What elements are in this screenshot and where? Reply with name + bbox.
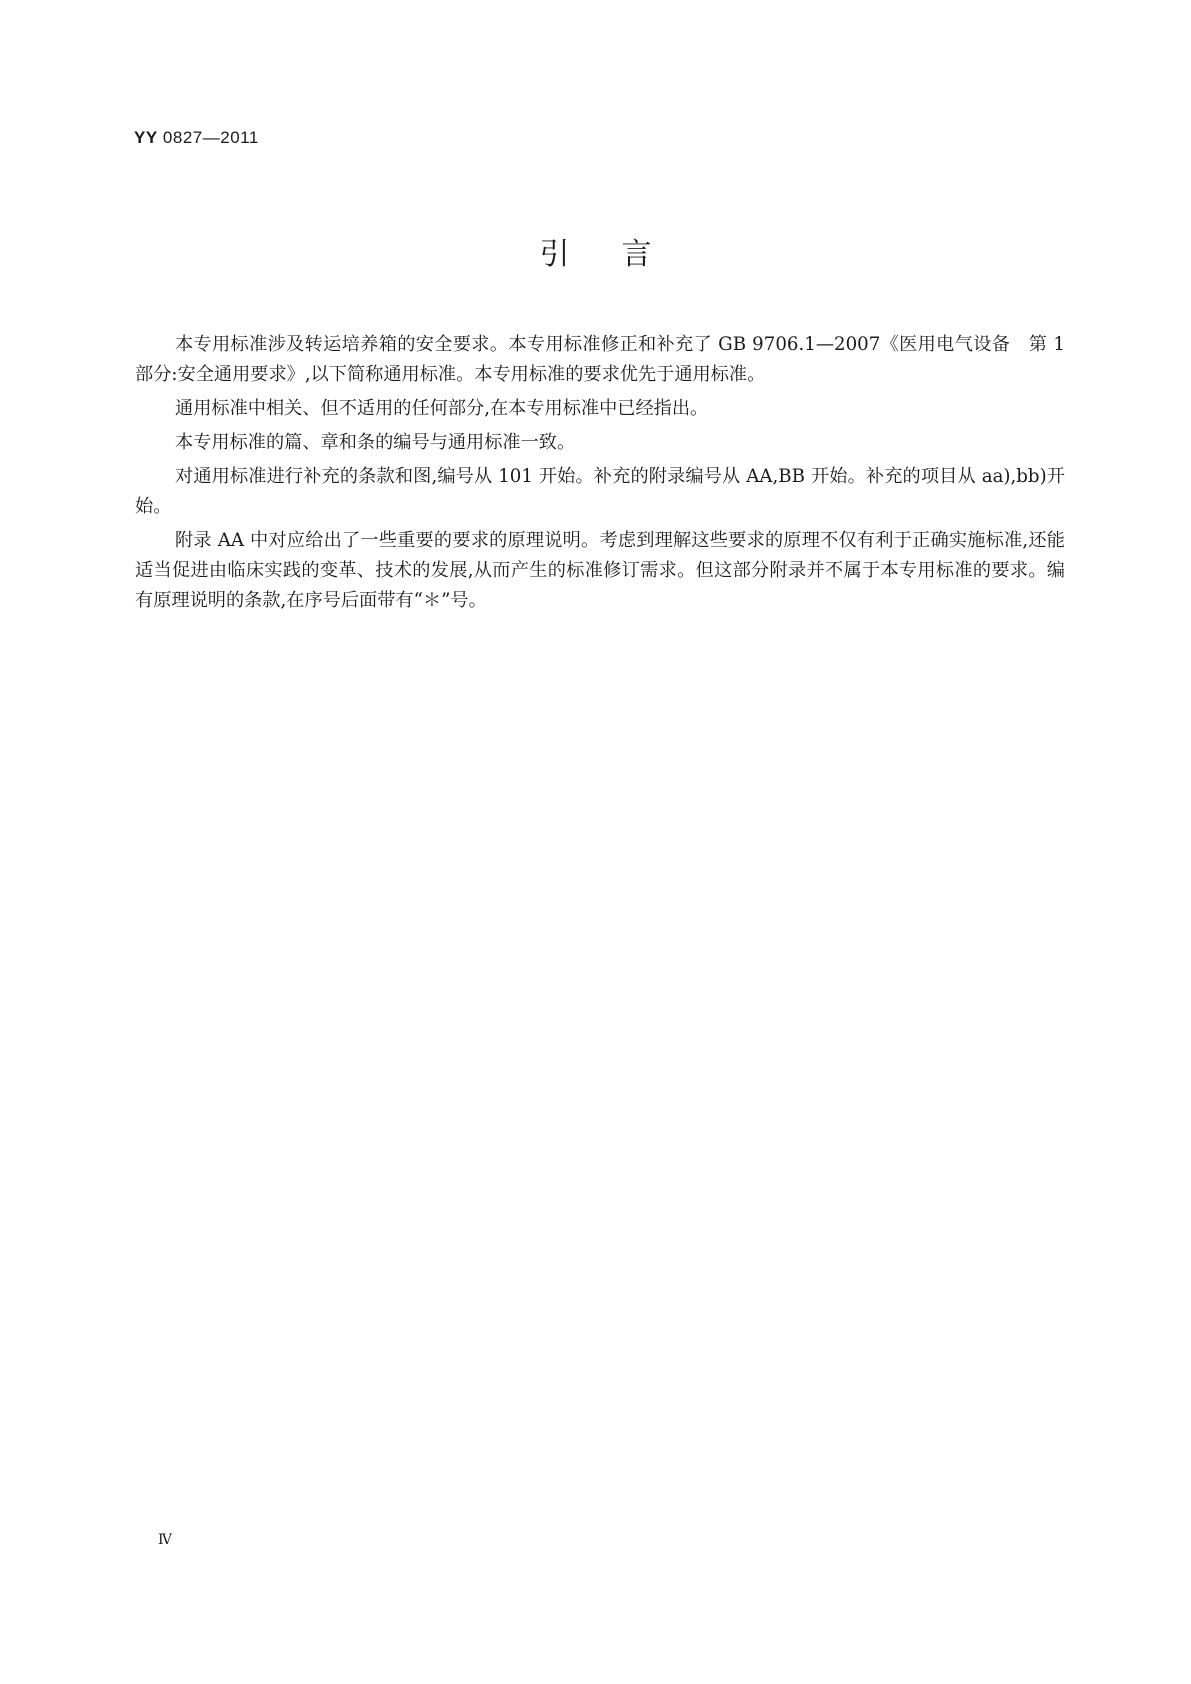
paragraph-1: 本专用标准涉及转运培养箱的安全要求。本专用标准修正和补充了 GB 9706.1—2007《医用电气设备 第 1 部分:安全通用要求》,以下简称通用标准。本专用标准的要求优先于通用标准。 <box>135 334 1065 385</box>
paragraph-5: 附录 AA 中对应给出了一些重要的要求的原理说明。考虑到理解这些要求的原理不仅有利于正确实施标准,还能适当促进由临床实践的变革、技术的发展,从而产生的标准修订需求。但这部分附录并不属于本专用标准的要求。编有原理说明的条款,在序号后面带有“＊”号。 <box>135 530 1065 611</box>
introduction-body <box>135 330 1065 620</box>
standard-code-number: 0827—2011 <box>162 128 259 147</box>
paragraph-4: 对通用标准进行补充的条款和图,编号从 101 开始。补充的附录编号从 AA,BB 开始。补充的项目从 aa),bb)开始。 <box>135 466 1065 517</box>
paragraph-3: 本专用标准的篇、章和条的编号与通用标准一致。 <box>175 432 576 453</box>
paragraph-2: 通用标准中相关、但不适用的任何部分,在本专用标准中已经指出。 <box>175 398 709 419</box>
page-title: 引言 <box>539 237 704 272</box>
standard-code-prefix: YY <box>134 128 158 147</box>
page-number: Ⅳ <box>158 1532 172 1548</box>
standard-code <box>134 128 259 148</box>
